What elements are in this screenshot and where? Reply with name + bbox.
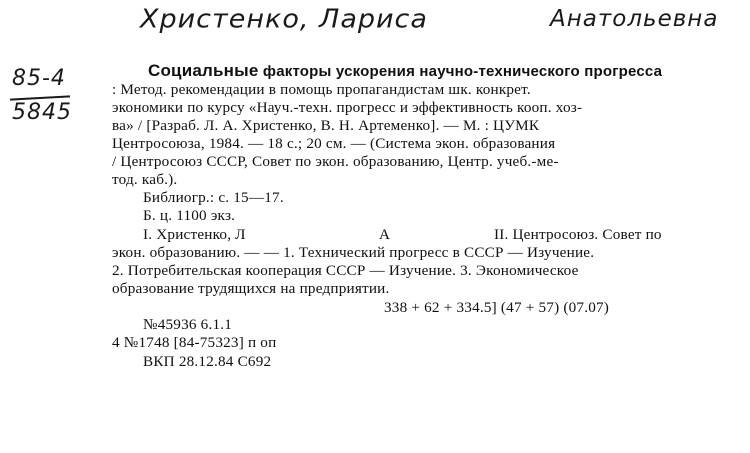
tracing-line-4: образование трудящихся на предприятии. [112, 280, 390, 297]
card-title [148, 62, 662, 80]
bibliography-note: Библиогр.: с. 15—17. [143, 189, 284, 206]
tracing-line-2: экон. образованию. — — 1. Технический прогресс в СССР — Изучение. [112, 244, 595, 261]
body-line-6: тод. каб.). [112, 171, 178, 188]
classification-index: 338 + 62 + 334.5] (47 + 57) (07.07) [384, 299, 610, 316]
handwritten-shelf-mark-bottom: 5845 [12, 100, 72, 125]
body-line-5: / Центросоюз СССР, Совет по экон. образованию, Центр. учеб.-ме- [112, 153, 559, 170]
tracing-line-3: 2. Потребительская кооперация СССР — Изучение. 3. Экономическое [112, 262, 579, 279]
vkp-line: ВКП 28.12.84 С692 [143, 353, 272, 370]
handwritten-shelf-mark-top: 85-4 [12, 66, 66, 91]
handwritten-author-patronymic: Анатольевна [550, 6, 719, 32]
handwritten-author-name: Христенко, Лариса [140, 4, 428, 35]
title-first-word: Социальные [148, 61, 259, 80]
body-line-2: экономики по курсу «Науч.-техн. прогресс и эффективность кооп. хоз- [112, 99, 583, 116]
title-rest: факторы ускорения научно-технического прогресса [258, 63, 663, 80]
record-number: 4 №1748 [84-75323] п оп [112, 334, 277, 351]
tracing-author: I. Христенко, Л [143, 226, 246, 243]
price-copies: Б. ц. 1100 экз. [143, 207, 236, 224]
body-line-1: : Метод. рекомендации в помощь пропагандистам шк. конкрет. [112, 81, 531, 98]
tracing-author-initial: А [379, 226, 391, 243]
registration-number: №45936 6.1.1 [143, 316, 233, 333]
tracing-corporate: II. Центросоюз. Совет по [494, 226, 662, 243]
body-line-3: ва» / [Разраб. Л. А. Христенко, В. Н. Артеменко]. — М. : ЦУМК [112, 117, 540, 134]
body-line-4: Центросоюза, 1984. — 18 с.; 20 см. — (Система экон. образования [112, 135, 556, 152]
